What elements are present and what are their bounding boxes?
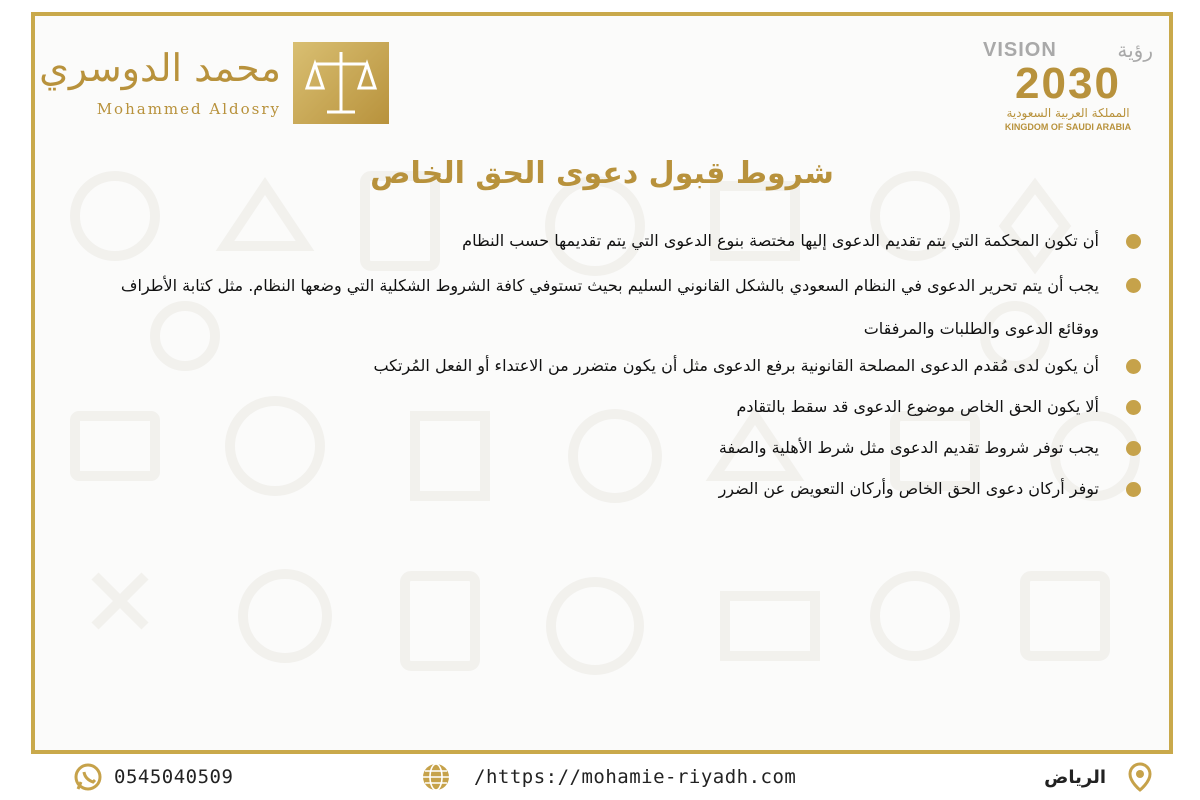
condition-item (81, 395, 1143, 418)
footer-location (1044, 755, 1156, 799)
condition-item (81, 436, 1143, 459)
conditions-list (81, 229, 1143, 518)
bullet-icon (1126, 234, 1141, 249)
location-pin-icon (1124, 761, 1156, 793)
scales-icon (293, 42, 389, 124)
vision-word: VISION (983, 38, 1057, 61)
website-url[interactable]: /https://mohamie-riyadh.com (474, 766, 797, 788)
kingdom-english: KINGDOM OF SAUDI ARABIA (1004, 122, 1132, 132)
page-title: شروط قبول دعوى الحق الخاص (370, 156, 834, 191)
condition-text: أن تكون المحكمة التي يتم تقديم الدعوى إليها مختصة بنوع الدعوى التي يتم تقديمها حسب النظام (462, 231, 1099, 250)
footer-website[interactable] (420, 755, 796, 799)
condition-item (81, 264, 1143, 350)
condition-item (81, 229, 1143, 252)
footer-phone[interactable] (72, 755, 233, 799)
bullet-icon (1126, 400, 1141, 415)
bullet-icon (1126, 482, 1141, 497)
city-name: الرياض (1044, 766, 1106, 788)
globe-icon (420, 761, 452, 793)
condition-text: يجب توفر شروط تقديم الدعوى مثل شرط الأهلية والصفة (718, 438, 1099, 457)
kingdom-arabic: المملكة العربية السعودية (1006, 106, 1130, 120)
bullet-icon (1126, 359, 1141, 374)
vision-arabic-word: رؤية (1117, 38, 1153, 62)
vision-2030-logo (983, 38, 1153, 138)
phone-number[interactable]: 0545040509 (114, 766, 234, 788)
bullet-icon (1126, 278, 1141, 293)
mohammed-aldosry-logo (39, 42, 389, 138)
condition-text: أن يكون لدى مُقدم الدعوى المصلحة القانونية برفع الدعوى مثل أن يكون متضرر من الاعتداء أو الفعل المُرتكب (373, 356, 1099, 375)
scales-of-justice-badge (293, 42, 389, 124)
whatsapp-icon (72, 761, 104, 793)
condition-item (81, 477, 1143, 500)
footer (0, 755, 1200, 799)
condition-item (81, 354, 1143, 377)
condition-text: توفر أركان دعوى الحق الخاص وأركان التعويض عن الضرر (718, 479, 1099, 498)
bullet-icon (1126, 441, 1141, 456)
condition-text: ألا يكون الحق الخاص موضوع الدعوى قد سقط بالتقادم (736, 397, 1099, 416)
brand-latin-name: Mohammed Aldosry (96, 100, 281, 118)
brand-arabic-name: محمد الدوسري (39, 46, 281, 90)
content-frame (31, 12, 1173, 754)
condition-text: يجب أن يتم تحرير الدعوى في النظام السعودي بالشكل القانوني السليم بحيث تستوفي كافة الشروط الشكلية التي وضعها النظام. مثل كتابة الأطراف ووقائع الدعوى والطلبات والمرفقات (120, 276, 1099, 338)
vision-year: 2030 (1015, 59, 1121, 108)
